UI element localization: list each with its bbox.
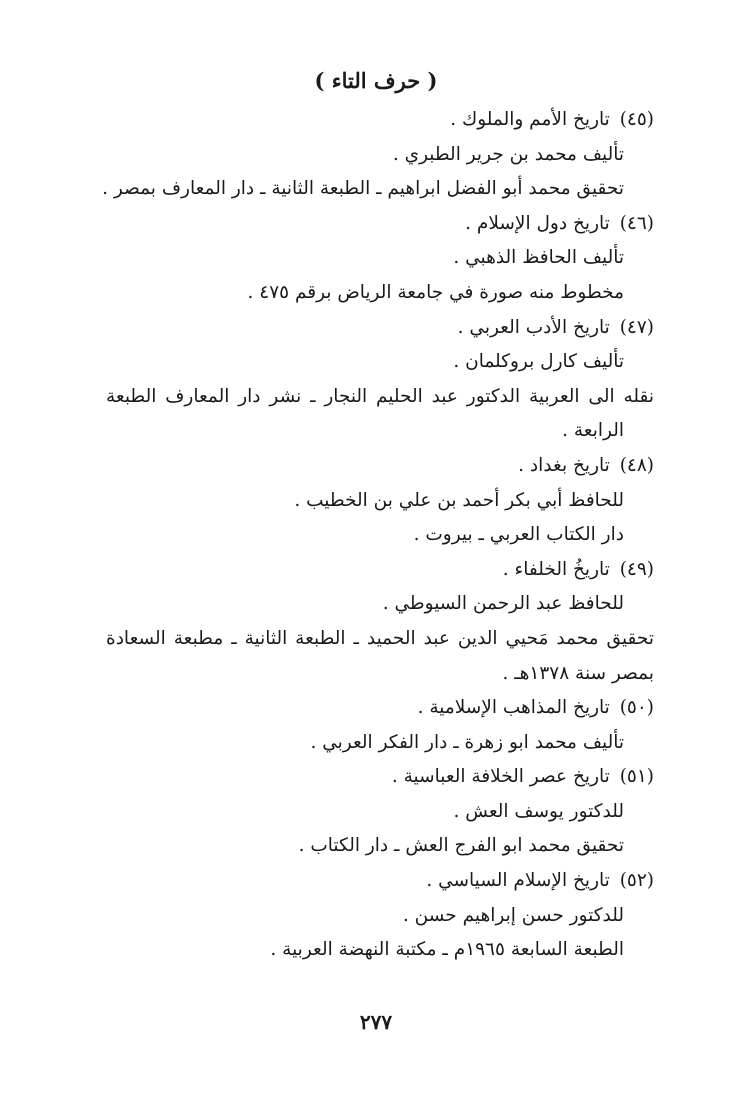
- entry-heading: [106, 449, 654, 484]
- entry-line: الرابعة .: [562, 420, 624, 442]
- entry-heading: [106, 207, 654, 242]
- entry-line: الطبعة السابعة ١٩٦٥م ـ مكتبة النهضة العربية .: [270, 939, 624, 961]
- entry-heading: [106, 760, 654, 795]
- entry-number: (٤٦): [619, 212, 654, 234]
- entry-heading: [106, 553, 654, 588]
- entry-line: تحقيق محمد مَحيي الدين عبد الحميد ـ الطبعة الثانية ـ مطبعة السعادة: [106, 627, 654, 649]
- entry-number: (٤٧): [619, 316, 654, 338]
- entry-line: تحقيق محمد ابو الفرج العش ـ دار الكتاب .: [298, 835, 624, 857]
- entry-number: (٤٩): [619, 558, 654, 580]
- entry-heading: [106, 691, 654, 726]
- entry-title: تاريخ دول الإسلام .: [465, 212, 610, 234]
- entry-number: (٥٢): [619, 870, 654, 892]
- entry-title: تاريخ بغداد .: [518, 454, 610, 476]
- entry-title: تاريخ الإسلام السياسي .: [426, 870, 610, 892]
- entry-line: تأليف محمد بن جرير الطبري .: [392, 143, 624, 165]
- entry-line: للدكتور يوسف العش .: [453, 800, 624, 822]
- entry-line: تأليف الحافظ الذهبي .: [453, 247, 624, 269]
- entry-line: بمصر سنة ١٣٧٨هـ .: [502, 662, 654, 684]
- entry-line: نقله الى العربية الدكتور عبد الحليم النجار ـ نشر دار المعارف الطبعة: [106, 385, 654, 407]
- bibliography-list: [102, 103, 654, 968]
- entry-number: (٥٠): [619, 697, 654, 719]
- entry-line: للحافظ عبد الرحمن السيوطي .: [382, 593, 624, 615]
- entry-title: تاريخ الأدب العربي .: [457, 316, 610, 338]
- entry-heading: [106, 311, 654, 346]
- entry-heading: [106, 103, 654, 138]
- entry-heading: [106, 864, 654, 899]
- entry-line: تأليف كارل بروكلمان .: [453, 351, 624, 373]
- entry-line: دار الكتاب العربي ـ بيروت .: [413, 524, 624, 546]
- entry-line: تحقيق محمد أبو الفضل ابراهيم ـ الطبعة الثانية ـ دار المعارف بمصر .: [102, 178, 624, 200]
- entry-number: (٤٨): [619, 454, 654, 476]
- entry-line: للحافظ أبي بكر أحمد بن علي بن الخطيب .: [294, 489, 624, 511]
- page-number: ٢٧٧: [359, 1010, 393, 1034]
- entry-line: مخطوط منه صورة في جامعة الرياض برقم ٤٧٥ .: [247, 281, 624, 303]
- entry-line: تأليف محمد ابو زهرة ـ دار الفكر العربي .: [310, 731, 624, 753]
- entry-number: (٤٥): [619, 109, 654, 130]
- section-title: ( حرف التاء ): [314, 68, 438, 93]
- entry-title: تاريخ المذاهب الإسلامية .: [417, 697, 610, 719]
- entry-title: تاريخُ الخلفاء .: [502, 558, 610, 580]
- entry-title: تاريخ الأمم والملوك .: [450, 109, 610, 130]
- entry-title: تاريخ عصر الخلافة العباسية .: [391, 766, 610, 788]
- entry-line: للدكتور حسن إبراهيم حسن .: [402, 904, 624, 926]
- entry-number: (٥١): [619, 766, 654, 788]
